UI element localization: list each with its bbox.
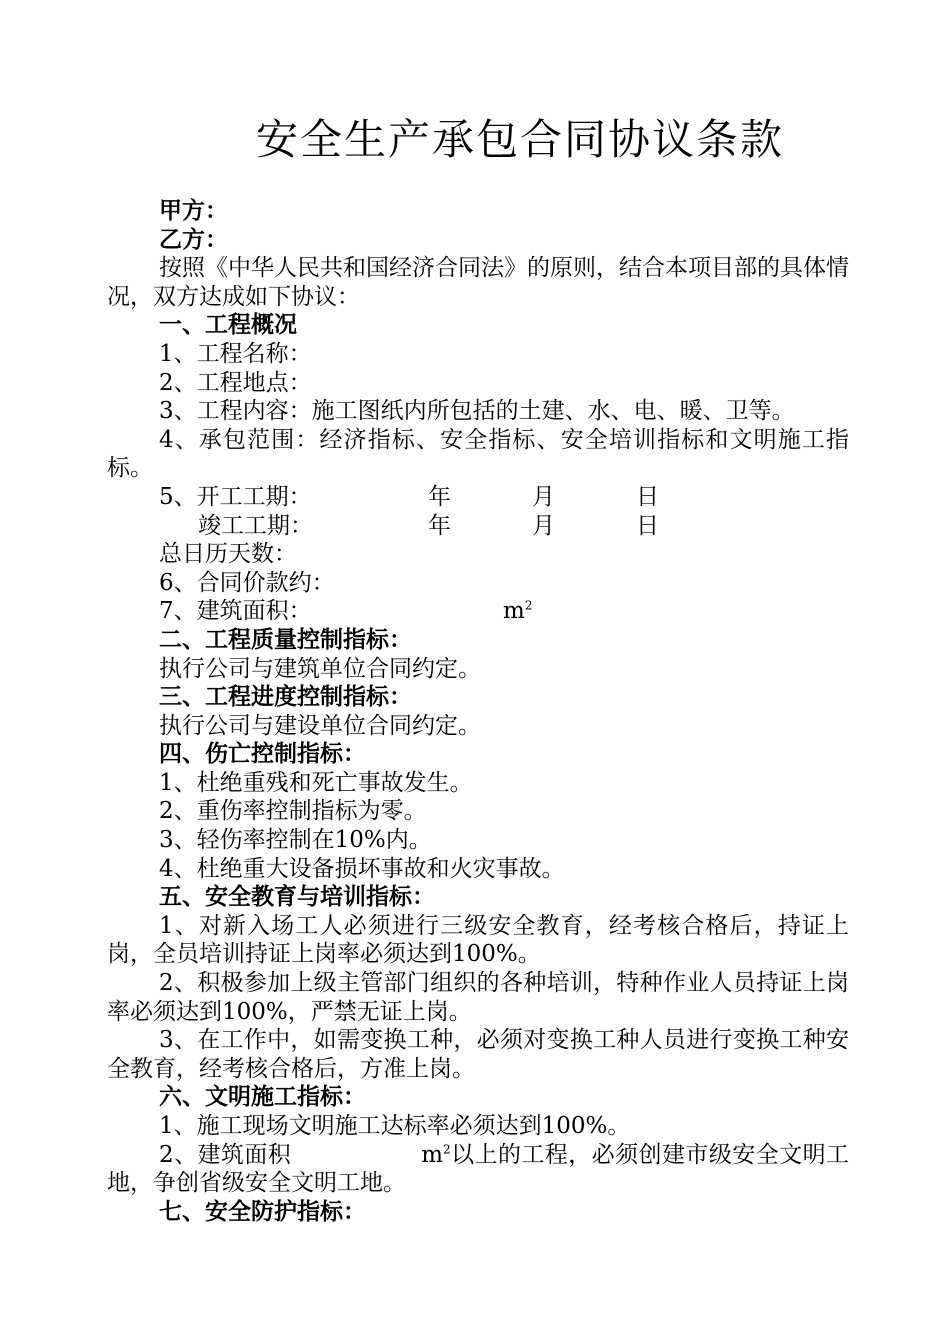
civilized-item-2-prefix: 2、建筑面积 [159, 1141, 292, 1168]
intro-paragraph: 按照《中华人民共和国经济合同法》的原则，结合本项目部的具体情况，双方达成如下协议： [107, 255, 849, 310]
area-unit-2-exponent: 2 [443, 1141, 451, 1156]
casualty-item-1: 1、杜绝重残和死亡事故发生。 [159, 769, 473, 796]
contract-price-line: 6、合同价款约： [159, 569, 335, 596]
area-unit-base: m [503, 598, 525, 625]
civilized-item-2-text: 以上的工程，必须创建市级安全文明工地，争创省级安全文明工地。 [107, 1141, 849, 1197]
civilized-item-2 [107, 1141, 849, 1198]
casualty-item-4: 4、杜绝重大设备损坏事故和火灾事故。 [159, 855, 565, 882]
document-title: 安全生产承包合同协议条款 [255, 115, 784, 164]
party-a-label: 甲方： [159, 197, 228, 224]
section-4-heading: 四、伤亡控制指标： [159, 740, 366, 768]
project-content-line: 3、工程内容：施工图纸内所包括的土建、水、电、暖、卫等。 [159, 398, 795, 425]
end-date-label: 竣工工期： [198, 512, 313, 539]
area-unit [503, 597, 532, 626]
party-b-label: 乙方： [159, 225, 228, 253]
project-name-line: 1、工程名称： [159, 340, 312, 367]
training-item-3: 3、在工作中，如需变换工种，必须对变换工种人员进行变换工种安全教育，经考核合格后，方准上岗。 [107, 1027, 849, 1082]
area-unit-exponent: 2 [524, 598, 533, 613]
training-item-2: 2、积极参加上级主管部门组织的各种培训，特种作业人员持证上岗率必须达到100%，严禁无证上岗。 [107, 970, 849, 1025]
casualty-item-2: 2、重伤率控制指标为零。 [159, 798, 427, 825]
section-3-heading: 三、工程进度控制指标： [159, 683, 412, 711]
end-day-label: 日 [636, 512, 659, 539]
start-year-label: 年 [428, 483, 451, 510]
section-2-text: 执行公司与建筑单位合同约定。 [159, 655, 481, 682]
project-location-line: 2、工程地点： [159, 369, 312, 396]
building-area-label: 7、建筑面积： [159, 598, 312, 625]
end-date-line [107, 512, 849, 541]
civilized-item-1: 1、施工现场文明施工达标率必须达到100%。 [159, 1113, 631, 1139]
section-2-heading: 二、工程质量控制指标： [159, 625, 412, 653]
end-month-label: 月 [532, 512, 555, 539]
section-1-heading: 一、工程概况 [159, 311, 297, 339]
section-5-heading: 五、安全教育与培训指标： [159, 883, 435, 911]
start-day-label: 日 [636, 483, 659, 510]
training-item-1: 1、对新入场工人必须进行三级安全教育，经考核合格后，持证上岗，全员培训持证上岗率必须达到100%。 [107, 912, 849, 968]
end-year-label: 年 [428, 512, 451, 539]
section-6-heading: 六、文明施工指标： [159, 1083, 366, 1111]
start-date-label: 5、开工工期： [159, 483, 312, 510]
start-month-label: 月 [532, 483, 555, 510]
section-7-heading: 七、安全防护指标： [159, 1197, 366, 1225]
contract-scope-line: 4、承包范围：经济指标、安全指标、安全培训指标和文明施工指标。 [107, 426, 849, 482]
document-body [107, 197, 849, 1226]
area-unit-2 [421, 1142, 450, 1168]
start-date-line [107, 483, 849, 512]
area-unit-2-base: m [421, 1141, 444, 1168]
section-3-text: 执行公司与建设单位合同约定。 [159, 712, 481, 739]
casualty-item-3: 3、轻伤率控制在10%内。 [159, 827, 432, 854]
building-area-line [107, 597, 849, 626]
total-days-line: 总日历天数： [159, 541, 297, 568]
